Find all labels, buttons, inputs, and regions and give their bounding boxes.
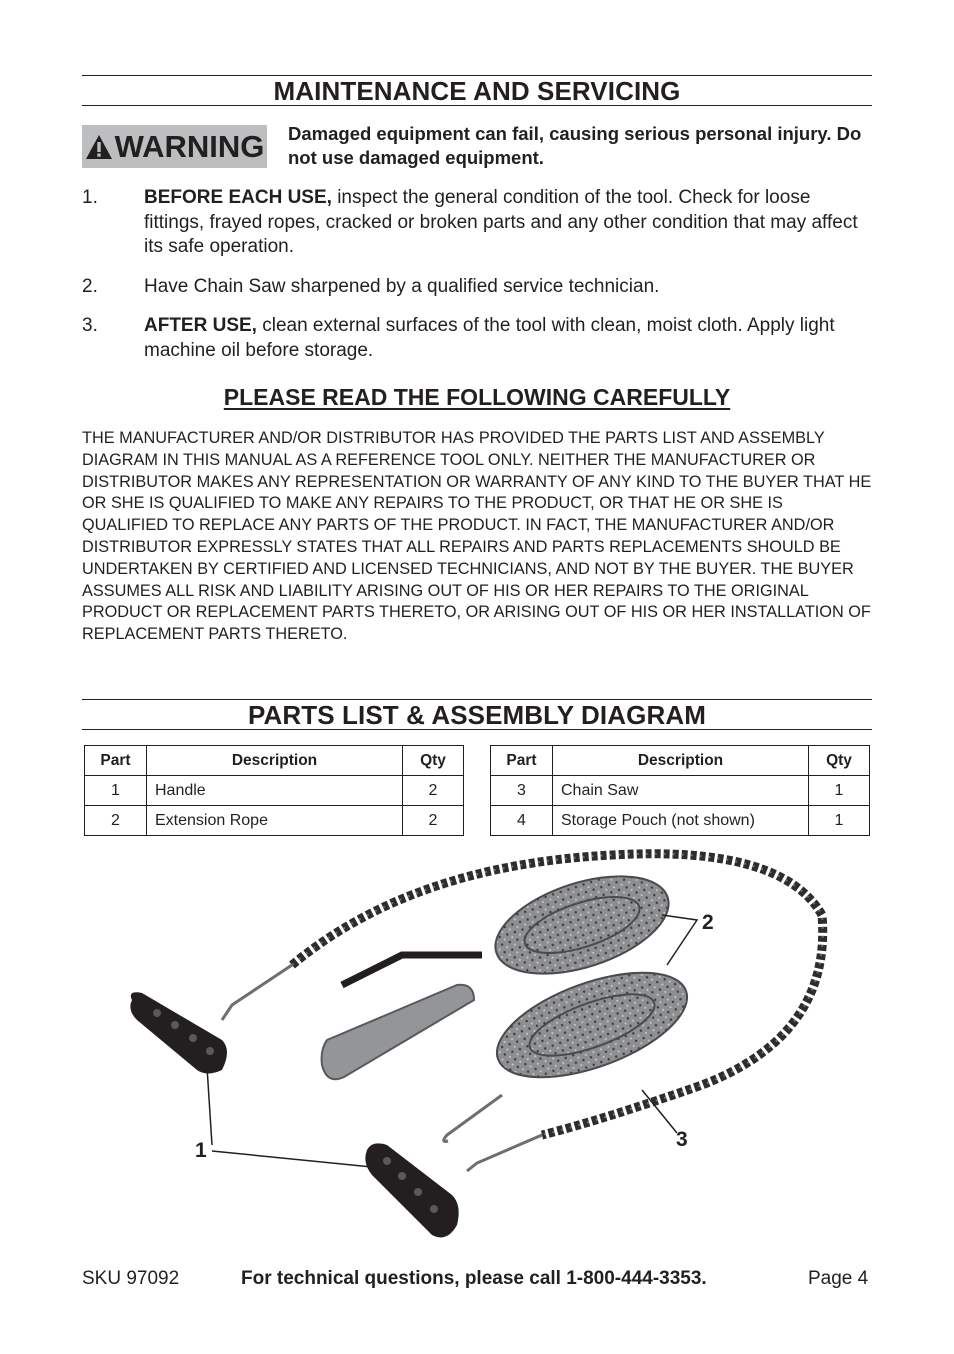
callout-2: 2 [702,911,714,934]
part-qty: 1 [809,776,870,806]
warning-label: WARNING [114,128,265,164]
part-description: Chain Saw [553,776,809,806]
part-qty: 2 [403,776,464,806]
maintenance-title: MAINTENANCE AND SERVICING [273,76,681,106]
col-part: Part [85,746,147,776]
table-row [491,776,870,806]
handle-lower [365,1143,458,1237]
rope-strap [342,955,482,985]
step-lead: AFTER USE, [144,315,257,336]
parts-rule-bottom [82,729,872,730]
part-number: 4 [491,806,553,836]
assembly-diagram [82,845,872,1255]
part-qty: 1 [809,806,870,836]
part-description: Extension Rope [147,806,403,836]
part-number: 3 [491,776,553,806]
parts-table-right [490,745,870,836]
table-header-row [491,746,870,776]
step-text: Have Chain Saw sharpened by a qualified service technician. [144,276,660,297]
part-description: Storage Pouch (not shown) [553,806,809,836]
warning-badge [82,125,267,168]
warning-message: Damaged equipment can fail, causing serious personal injury. Do not use damaged equipment. [288,123,862,168]
footer-support: For technical questions, please call 1-800-444-3353. [241,1268,707,1289]
callout-3: 3 [676,1128,688,1151]
rope-coil-lower [484,951,701,1098]
step-number: 3. [82,315,98,336]
footer-page: Page 4 [808,1268,869,1289]
parts-title: PARTS LIST & ASSEMBLY DIAGRAM [248,700,706,730]
step-number: 2. [82,276,98,297]
step-2 [82,275,872,300]
notice-title: PLEASE READ THE FOLLOWING CAREFULLY [223,384,731,410]
col-qty: Qty [403,746,464,776]
step-1 [82,186,872,260]
notice-body: THE MANUFACTURER AND/OR DISTRIBUTOR HAS PROVIDED THE PARTS LIST AND ASSEMBLY DIAGRAM IN THIS MANUAL AS A REFERENCE TOOL ONLY. NEITHER THE MANUFACTURER OR DISTRIBUTOR MAKES ANY REPRESENTATION OR WARRANTY OF ANY KIND TO THE BUYER THAT HE OR SHE IS QUALIFIED TO MAKE ANY REPAIRS TO THE PRODUCT, OR THAT HE OR SHE IS QUALIFIED TO REPLACE ANY PARTS OF THE PRODUCT. IN FACT, THE MANUFACTURER AND/OR DISTRIBUTOR EXPRESSLY STATES THAT ALL REPAIRS AND PARTS REPLACEMENTS SHOULD BE UNDERTAKEN BY CERTIFIED AND LICENSED TECHNICIANS, AND NOT BY THE BUYER. THE BUYER ASSUMES ALL RISK AND LIABILITY ARISING OUT OF HIS OR HER REPAIRS TO THE ORIGINAL PRODUCT OR REPLACEMENT PARTS THERETO, OR ARISING OUT OF HIS OR HER INSTALLATION OF REPLACEMENT PARTS THERETO. [82,429,872,644]
table-header-row [85,746,464,776]
maintenance-title-underline [82,105,872,106]
step-lead: BEFORE EACH USE, [144,187,332,208]
notice-heading [0,384,954,411]
col-description: Description [147,746,403,776]
saw-hook-left [222,965,292,1020]
table-row [85,776,464,806]
handle-upper [130,992,227,1073]
storage-sleeve [322,985,474,1079]
callout-1: 1 [195,1139,207,1162]
saw-hook-right [467,1135,542,1171]
footer-sku: SKU 97092 [82,1268,180,1289]
col-part: Part [491,746,553,776]
part-number: 1 [85,776,147,806]
col-qty: Qty [809,746,870,776]
part-number: 2 [85,806,147,836]
step-text: inspect the general condition of the tool. Check for loose fittings, frayed ropes, cracked or broken parts and any other condition that may affect its safe operation. [144,187,858,257]
step-number: 1. [82,187,98,208]
part-description: Handle [147,776,403,806]
rope-hook [444,1095,502,1141]
step-3 [82,314,872,363]
part-qty: 2 [403,806,464,836]
table-row [85,806,464,836]
step-text: clean external surfaces of the tool with clean, moist cloth. Apply light machine oil before storage. [144,315,835,361]
col-description: Description [553,746,809,776]
parts-table-left [84,745,464,836]
warning-triangle-icon [85,134,113,160]
table-row [491,806,870,836]
